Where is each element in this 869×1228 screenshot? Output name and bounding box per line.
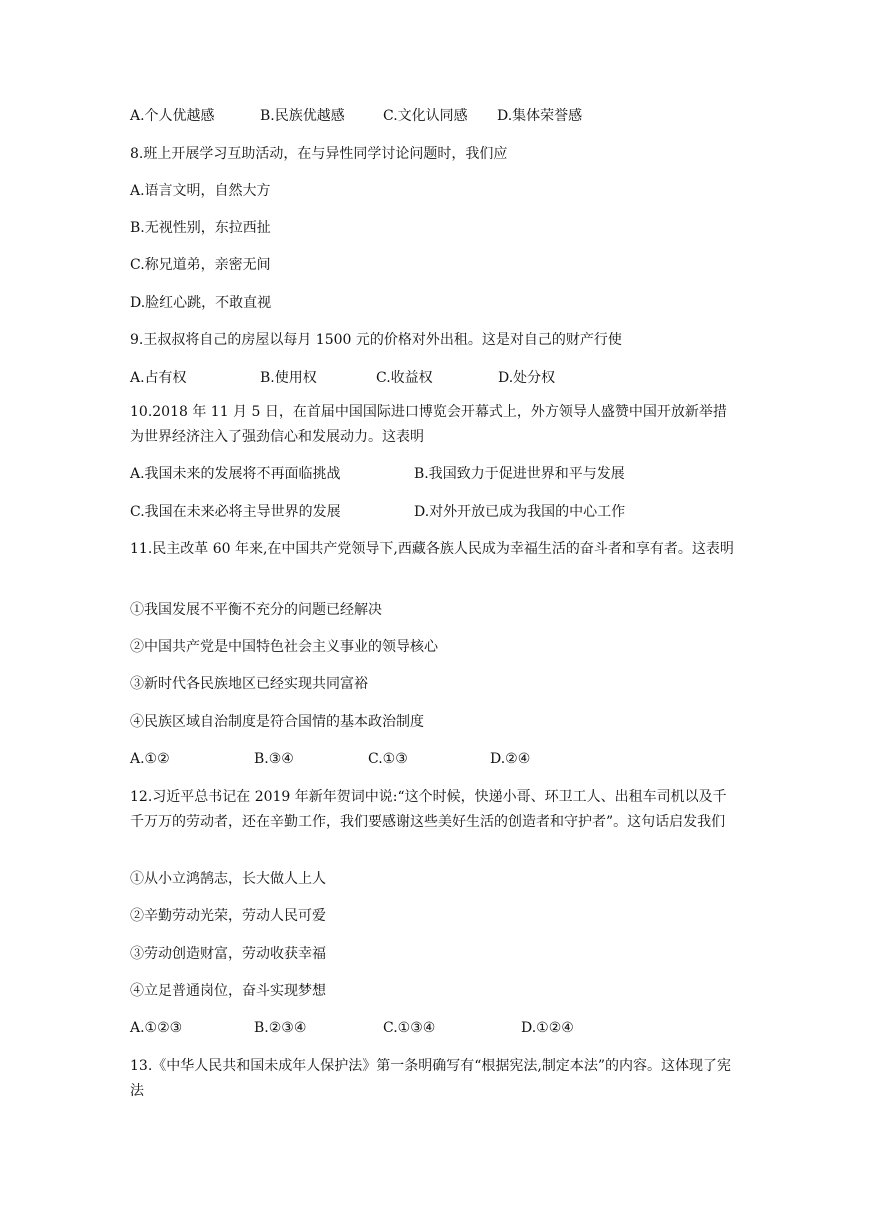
q8-option-a: A.语言文明，自然大方 [130,183,271,199]
q12-option-b: B.②③④ [254,1020,307,1036]
q12-statement-1: ①从小立鸿鹄志，长大做人上人 [130,871,326,887]
q11-statement-2: ②中国共产党是中国特色社会主义事业的领导核心 [130,639,438,655]
q10-option-b: B.我国致力于促进世界和平与发展 [414,466,625,482]
q8-option-b: B.无视性别，东拉西扯 [130,220,271,236]
q10-options-row2 [130,503,740,521]
q10-stem: 10.2018 年 11 月 5 日，在首届中国国际进口博览会开幕式上，外方领导人盛赞中国开放新举措为世界经济注入了强劲信心和发展动力。这表明 [130,404,727,445]
q7-option-b: B.民族优越感 [260,108,345,124]
q11-option-d: D.②④ [490,751,531,767]
q7-option-c: C.文化认同感 [383,108,468,124]
q12-option-d: D.①②④ [521,1020,574,1036]
q12-stem: 12.习近平总书记在 2019 年新年贺词中说:“这个时候，快递小哥、环卫工人、出租车司机以及千千万万的劳动者，还在辛勤工作，我们要感谢这些美好生活的创造者和守护者”。这句话启发我们 [130,789,727,830]
q10-options-row1 [130,465,740,483]
q7-options [130,107,740,125]
q10-option-d: D.对外开放已成为我国的中心工作 [414,504,626,520]
q7-option-d: D.集体荣誉感 [497,108,583,124]
q9-option-b: B.使用权 [260,370,317,386]
q12-statement-2: ②辛勤劳动光荣，劳动人民可爱 [130,908,326,924]
q12-statement-3: ③劳动创造财富，劳动收获幸福 [130,946,326,962]
q9-options [130,369,740,387]
q9-option-c: C.收益权 [376,370,433,386]
q11-statement-3: ③新时代各民族地区已经实现共同富裕 [130,676,368,692]
q11-option-c: C.①③ [368,751,408,767]
q13-stem: 13.《中华人民共和国未成年人保护法》第一条明确写有“根据宪法,制定本法”的内容。这体现了宪法 [130,1058,732,1099]
q8-stem: 8.班上开展学习互助活动，在与异性同学讨论问题时，我们应 [130,146,508,162]
q11-option-a: A.①② [130,751,170,767]
q9-option-a: A.占有权 [130,370,187,386]
q12-options [130,1019,740,1037]
q8-option-d: D.脸红心跳，不敢直视 [130,295,272,311]
q11-stem: 11.民主改革 60 年来,在中国共产党领导下,西藏各族人民成为幸福生活的奋斗者和享有者。这表明 [130,541,734,557]
q12-option-c: C.①③④ [383,1020,436,1036]
q11-options [130,750,740,768]
q11-option-b: B.③④ [254,751,294,767]
q9-stem: 9.王叔叔将自己的房屋以每月 1500 元的价格对外出租。这是对自己的财产行使 [130,332,622,348]
q11-statement-1: ①我国发展不平衡不充分的问题已经解决 [130,602,382,618]
q7-option-a: A.个人优越感 [130,108,215,124]
q8-option-c: C.称兄道弟，亲密无间 [130,257,271,273]
q12-statement-4: ④立足普通岗位，奋斗实现梦想 [130,983,326,999]
q9-option-d: D.处分权 [498,370,556,386]
q12-option-a: A.①②③ [130,1020,183,1036]
q11-statement-4: ④民族区域自治制度是符合国情的基本政治制度 [130,714,424,730]
q10-option-c: C.我国在未来必将主导世界的发展 [130,504,341,520]
q10-option-a: A.我国未来的发展将不再面临挑战 [130,466,341,482]
